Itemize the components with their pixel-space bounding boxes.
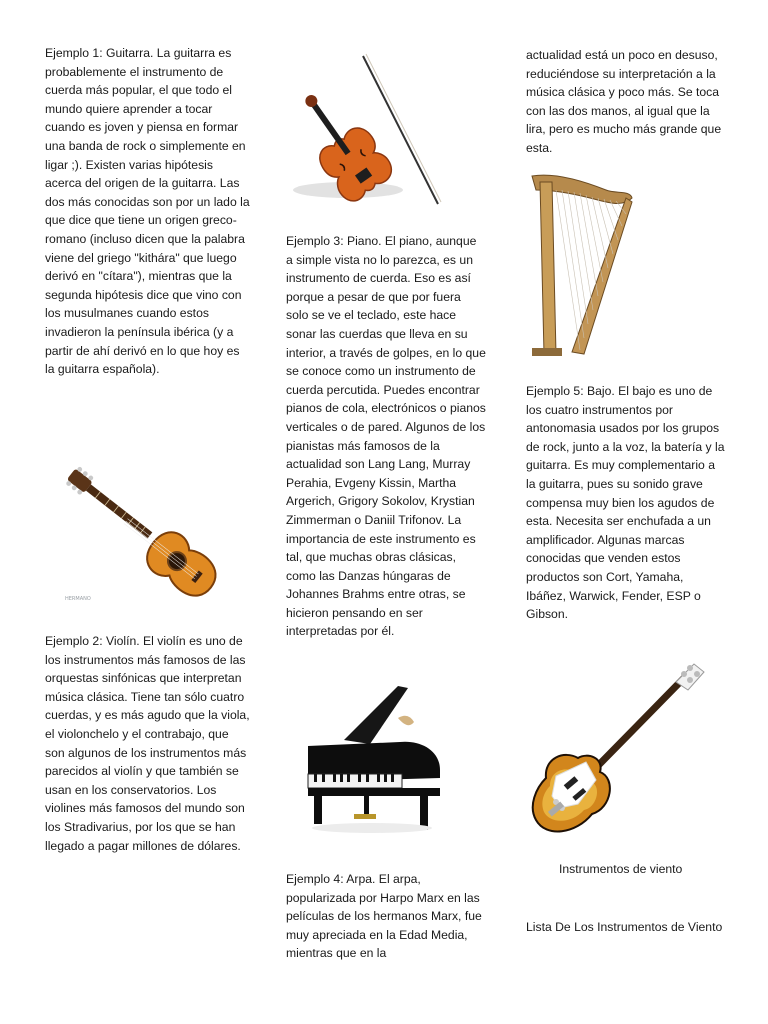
bass-paragraph: Ejemplo 5: Bajo. El bajo es uno de los cuatro instrumentos por antonomasia usados por los grupos de rock, junto a la voz, la batería y la guitarra. Es muy complementario a la guitarra, pues su sonido grave compensa muy bien los agudos de esta. Necesita ser enchufada a un amplificador. Algunas marcas conocidas que venden estos productos son Cort, Yamaha, Ibáñez, Warwick, Fender, ESP o Gibson.	[526, 384, 725, 622]
harp-image	[526, 168, 636, 360]
bass-guitar-image	[526, 658, 708, 844]
guitar-watermark-logo	[65, 596, 91, 602]
guitar-image	[53, 438, 223, 610]
violin-image	[288, 50, 448, 210]
piano-image	[300, 678, 450, 838]
harp-paragraph: Ejemplo 4: Arpa. El arpa, popularizada por Harpo Marx en las películas de los hermanos Marx, fue muy apreciada en la Edad Media, mientras que en la	[286, 872, 482, 961]
harp-continued-paragraph: actualidad está un poco en desuso, reduciéndose su interpretación a la música clásica y poco más. Se toca con las dos manos, al igual que la lira, pero es mucho más grande que esta.	[526, 48, 722, 155]
wind-instruments-list-title: Lista De Los Instrumentos de Viento	[526, 920, 723, 934]
guitar-paragraph: Ejemplo 1: Guitarra. La guitarra es probablemente el instrumento de cuerda más popular, el que todo el mundo quiere aprender a tocar cuando es joven y piensa en formar una banda de rock o simplemente en ligar ;). Existen varias hipótesis acerca del origen de la guitarra. Las dos más conocidas son por un lado la que dice que tiene un origen greco-romano (incluso dicen que la palabra viene del griego "kithára" que luego derivó en "cítara"), mientras que la segunda hipótesis dice que vino con los musulmanes cuando estos invadieron la península ibérica (y a partir de ahí derivó en lo que hoy es la guitarra española).	[45, 46, 250, 377]
guitar-watermark-text: HERMANO	[65, 596, 91, 602]
piano-paragraph: Ejemplo 3: Piano. El piano, aunque a simple vista no lo parezca, es un instrumento de cuerda. Eso es así porque a pesar de que por fuera solo se ve el teclado, este hace sonar las cuerdas que lleva en su interior, a través de golpes, en lo que se conoce como un instrumento de cuerda percutida. Puedes encontrar pianos de cola, electrónicos o pianos verticales o de pared. Algunos de los pianistas más famosos de la actualidad son Lang Lang, Murray Perahia, Evgeny Kissin, Martha Argerich, Grigory Sokolov, Krystian Zimmerman o Daniil Trifonov. La importancia de este instrumento es tal, que muchas obras clásicas, como las Danzas húngaras de Johannes Brahms entre otras, se hicieron pensando en ser interpretadas por él.	[286, 234, 486, 639]
wind-instruments-heading: Instrumentos de viento	[559, 862, 683, 876]
violin-paragraph: Ejemplo 2: Violín. El violín es uno de los instrumentos más famosos de las orquestas sinfónicas que interpretan música clásica. Tiene tan sólo cuatro cuerdas, y es más agudo que la viola, el violonchelo y el contrabajo, que son algunos de los instrumentos más parecidos al violín y que también se usan en los conservatorios. Los violines más famosos del mundo son los Stradivarius, por los que se han llegado a pagar millones de dólares.	[45, 634, 250, 853]
